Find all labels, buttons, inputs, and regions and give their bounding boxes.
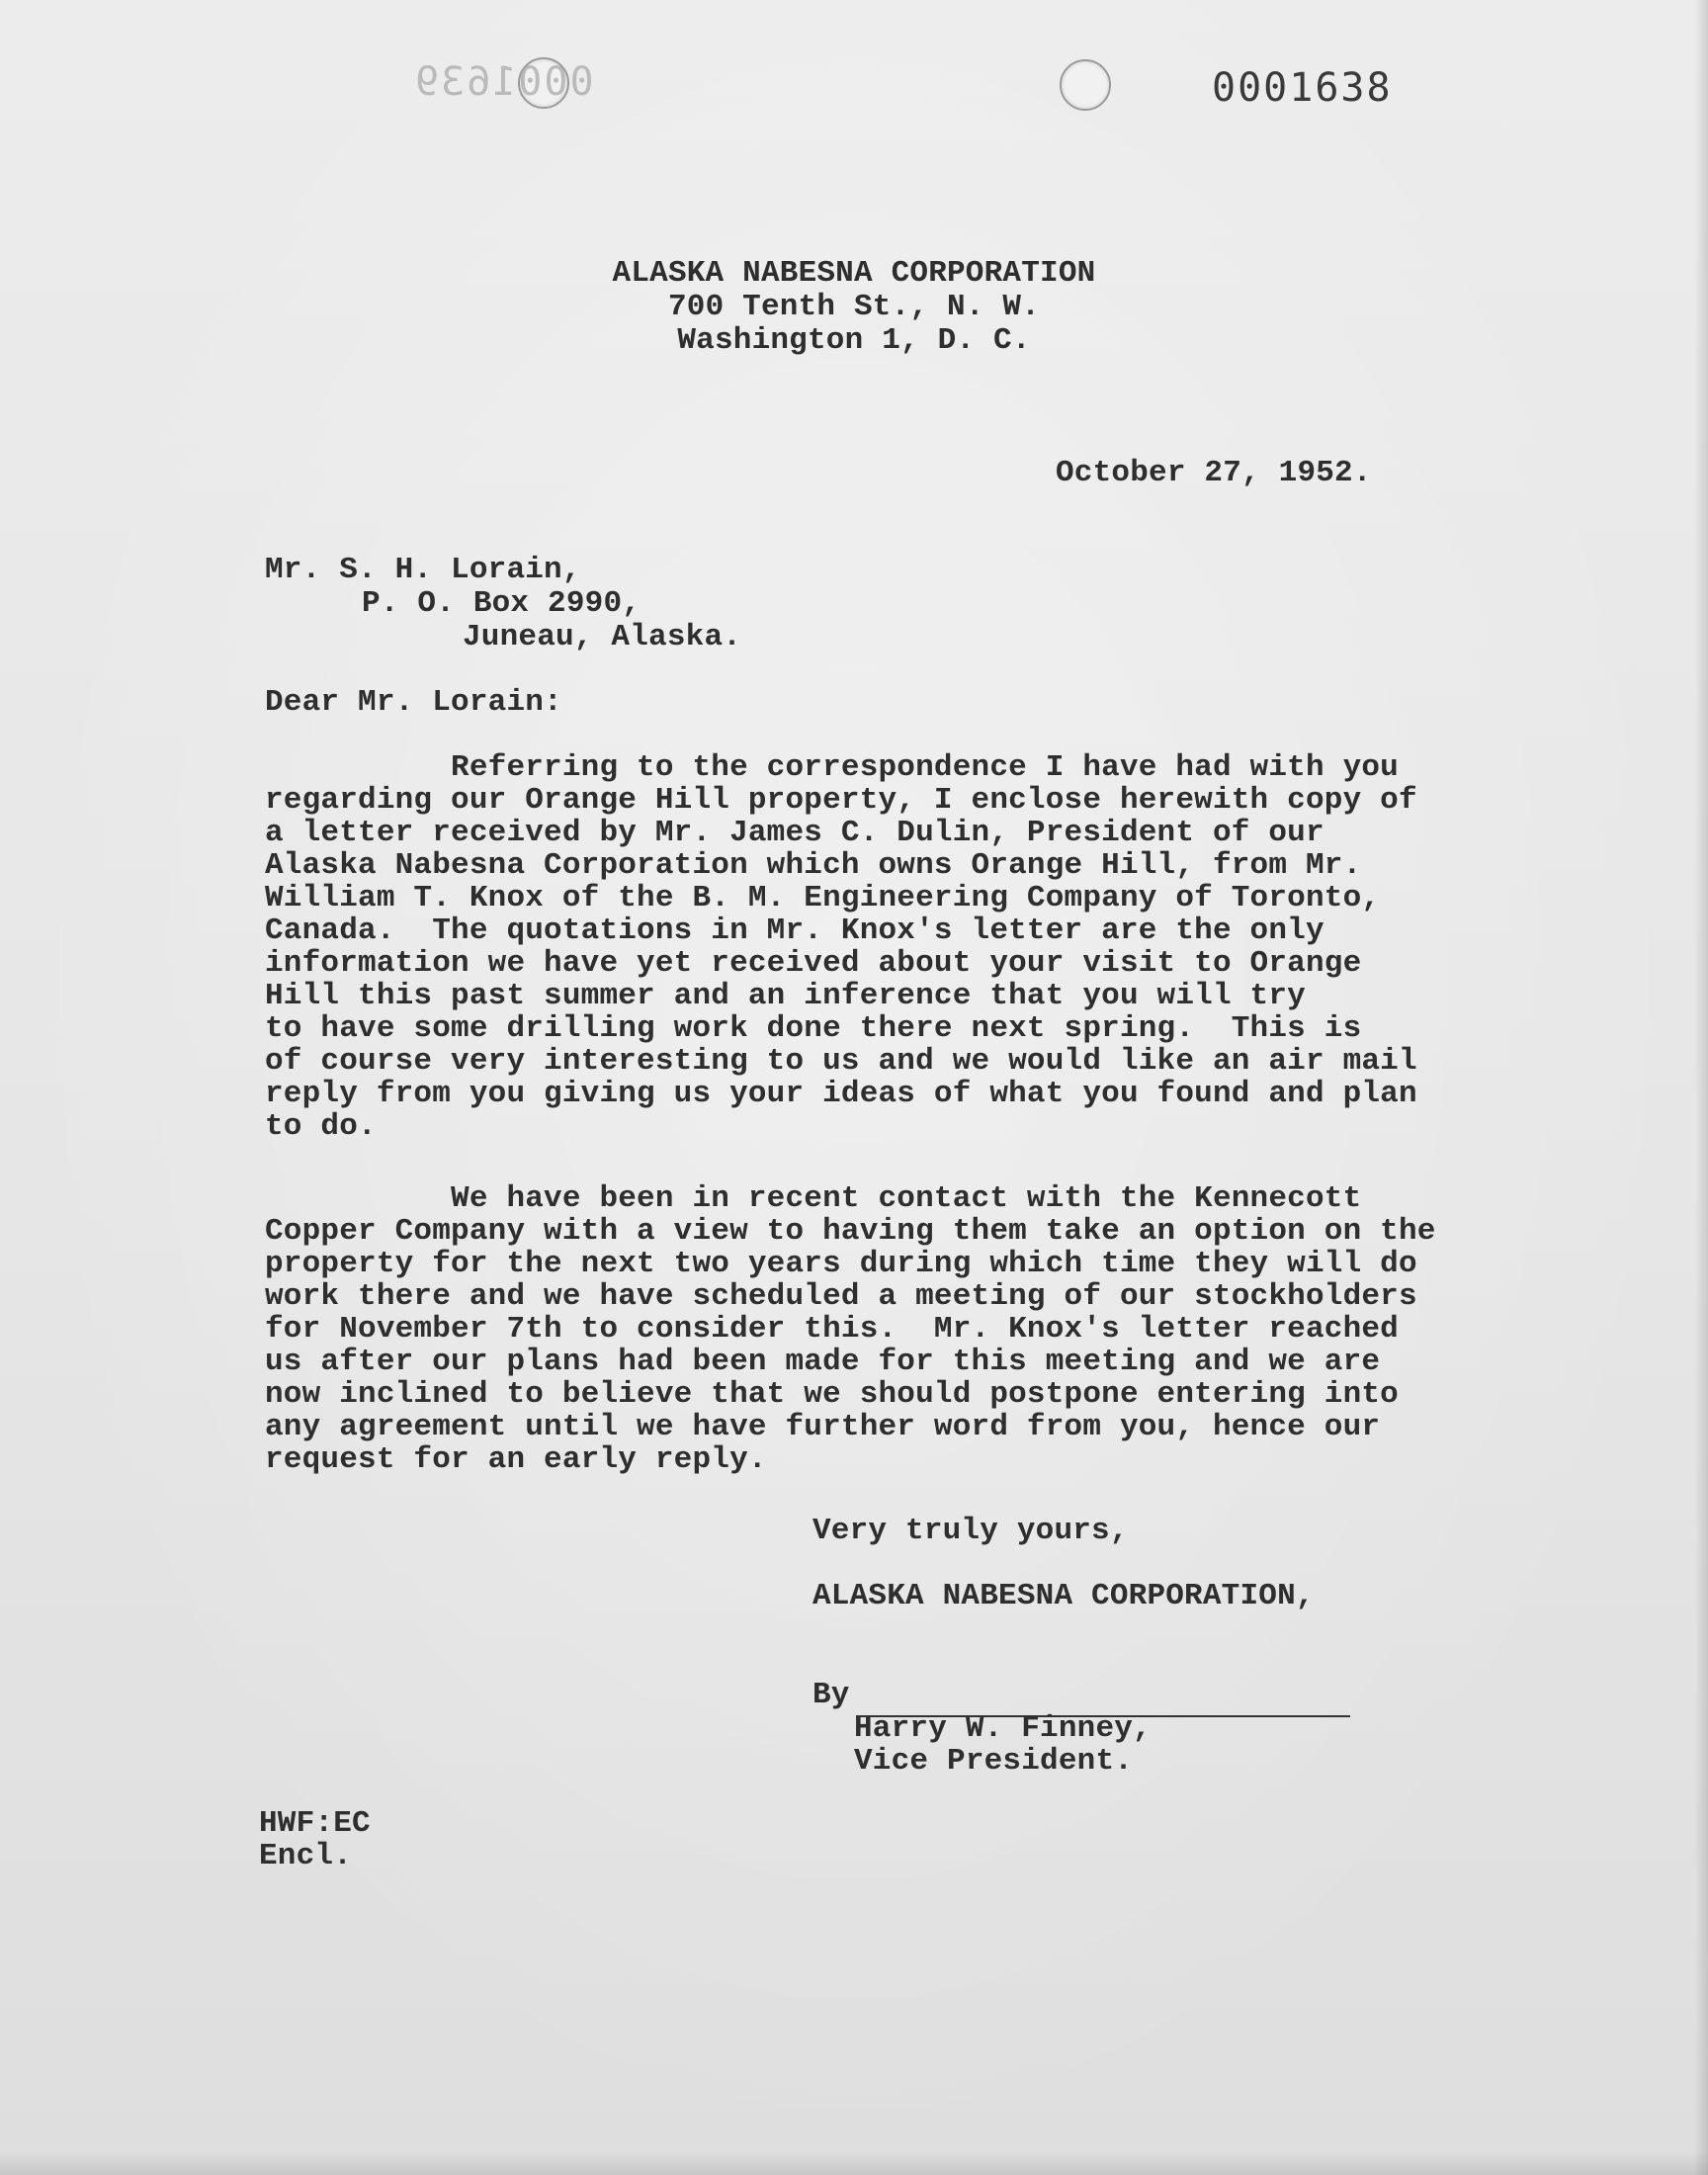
reference-initials: HWF:EC	[259, 1806, 371, 1841]
closing-company: ALASKA NABESNA CORPORATION,	[812, 1579, 1315, 1613]
signer-name: Harry W. Finney,	[854, 1711, 1152, 1746]
paragraph-line: to do.	[265, 1109, 377, 1144]
letter-date: October 27, 1952.	[1056, 456, 1372, 490]
paragraph-line: for November 7th to consider this. Mr. Knox's letter reached	[265, 1312, 1399, 1347]
punch-hole-right	[1060, 59, 1111, 111]
enclosure-note: Encl.	[259, 1839, 353, 1873]
paragraph-line: us after our plans had been made for this meeting and we are	[265, 1345, 1381, 1379]
letterhead-address-line1: 700 Tenth St., N. W.	[667, 290, 1041, 324]
signature-by-label: By	[812, 1678, 850, 1712]
paragraph-line: now inclined to believe that we should postpone entering into	[265, 1377, 1399, 1412]
paragraph-line: Hill this past summer and an inference that you will try	[265, 979, 1306, 1013]
recipient-address-line1: P. O. Box 2990,	[362, 586, 641, 621]
paragraph-line: any agreement until we have further word from you, hence our	[265, 1410, 1381, 1444]
paragraph-line: Canada. The quotations in Mr. Knox's letter are the only	[265, 914, 1324, 948]
paragraph-line: request for an early reply.	[265, 1442, 767, 1477]
paragraph-line: We have been in recent contact with the Kennecott	[265, 1181, 1362, 1216]
letterhead-address-line2: Washington 1, D. C.	[677, 323, 1031, 358]
paragraph-line: to have some drilling work done there next spring. This is	[265, 1011, 1362, 1046]
signer-title: Vice President.	[854, 1744, 1134, 1779]
paragraph-line: property for the next two years during which time they will do	[265, 1247, 1417, 1281]
paragraph-line: a letter received by Mr. James C. Dulin, President of our	[265, 816, 1324, 850]
paragraph-line: William T. Knox of the B. M. Engineering Company of Toronto,	[265, 881, 1381, 915]
paragraph-line: work there and we have scheduled a meeting of our stockholders	[265, 1279, 1417, 1314]
salutation: Dear Mr. Lorain:	[265, 685, 562, 720]
document-number-stamp: 0001638	[1212, 65, 1393, 111]
paragraph-line: regarding our Orange Hill property, I enclose herewith copy of	[265, 783, 1417, 818]
paragraph-line: Alaska Nabesna Corporation which owns Orange Hill, from Mr.	[265, 848, 1362, 883]
paragraph-line: reply from you giving us your ideas of what you found and plan	[265, 1077, 1417, 1111]
letterhead-company: ALASKA NABESNA CORPORATION	[612, 256, 1096, 291]
paragraph-line: of course very interesting to us and we would like an air mail	[265, 1044, 1417, 1079]
paragraph-line: Copper Company with a view to having them take an option on the	[265, 1214, 1436, 1249]
paragraph-line: Referring to the correspondence I have had with you	[265, 750, 1399, 785]
page-bottom-shadow	[0, 2151, 1708, 2175]
complimentary-close: Very truly yours,	[812, 1514, 1129, 1548]
recipient-address-line2: Juneau, Alaska.	[463, 620, 742, 654]
bleed-through-stamp: 0001639	[413, 59, 594, 105]
paragraph-line: information we have yet received about your visit to Orange	[265, 946, 1362, 981]
recipient-name: Mr. S. H. Lorain,	[265, 553, 581, 587]
